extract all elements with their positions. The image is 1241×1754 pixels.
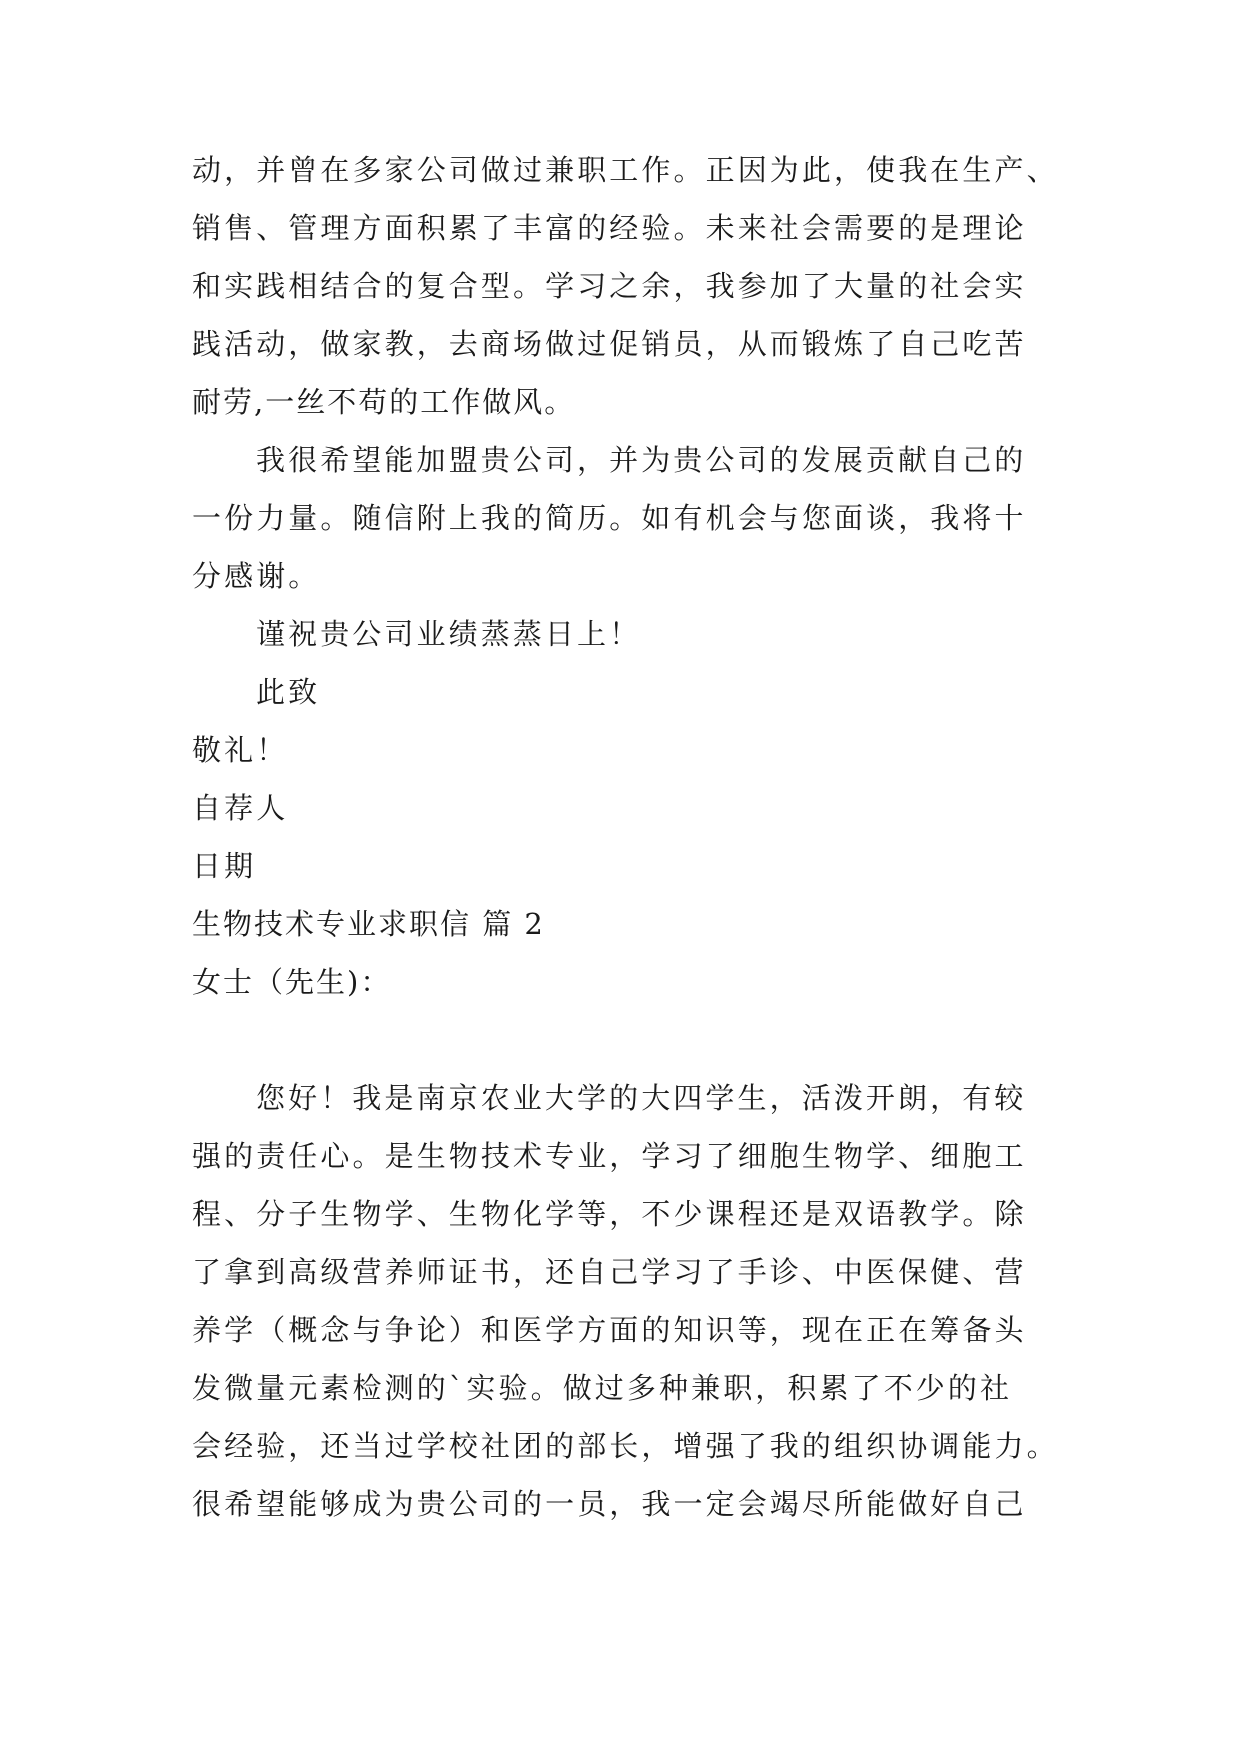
body-line: 一份力量。随信附上我的简历。如有机会与您面谈，我将十 <box>192 501 1027 535</box>
body-line: 很希望能够成为贵公司的一员，我一定会竭尽所能做好自己 <box>192 1487 1027 1521</box>
signature-label: 自荐人 <box>192 791 289 825</box>
body-line: 和实践相结合的复合型。学习之余，我参加了大量的社会实 <box>192 269 1027 303</box>
paragraph-start-line: 我很希望能加盟贵公司，并为贵公司的发展贡献自己的 <box>256 443 1027 477</box>
paragraph-start-line: 您好！我是南京农业大学的大四学生，活泼开朗，有较 <box>256 1081 1027 1115</box>
body-line: 动，并曾在多家公司做过兼职工作。正因为此，使我在生产、 <box>192 153 1059 187</box>
body-line: 强的责任心。是生物技术专业，学习了细胞生物学、细胞工 <box>192 1139 1027 1173</box>
body-line: 了拿到高级营养师证书，还自己学习了手诊、中医保健、营 <box>192 1255 1027 1289</box>
salutation-cizhi: 此致 <box>256 675 321 709</box>
section-heading: 生物技术专业求职信 篇 2 <box>192 907 545 941</box>
date-label: 日期 <box>192 849 257 883</box>
body-line: 耐劳,一丝不苟的工作做风。 <box>192 385 576 419</box>
body-line: 养学（概念与争论）和医学方面的知识等，现在正在筹备头 <box>192 1313 1027 1347</box>
body-line: 销售、管理方面积累了丰富的经验。未来社会需要的是理论 <box>192 211 1027 245</box>
body-line: 程、分子生物学、生物化学等，不少课程还是双语教学。除 <box>192 1197 1027 1231</box>
salutation-jingli: 敬礼！ <box>192 733 289 767</box>
body-line: 发微量元素检测的`实验。做过多种兼职，积累了不少的社 <box>192 1371 1013 1405</box>
body-line: 分感谢。 <box>192 559 321 593</box>
greeting: 女士（先生)： <box>192 965 392 999</box>
closing-wish: 谨祝贵公司业绩蒸蒸日上！ <box>256 617 642 651</box>
body-line: 践活动，做家教，去商场做过促销员，从而锻炼了自己吃苦 <box>192 327 1027 361</box>
body-line: 会经验，还当过学校社团的部长，增强了我的组织协调能力。 <box>192 1429 1059 1463</box>
